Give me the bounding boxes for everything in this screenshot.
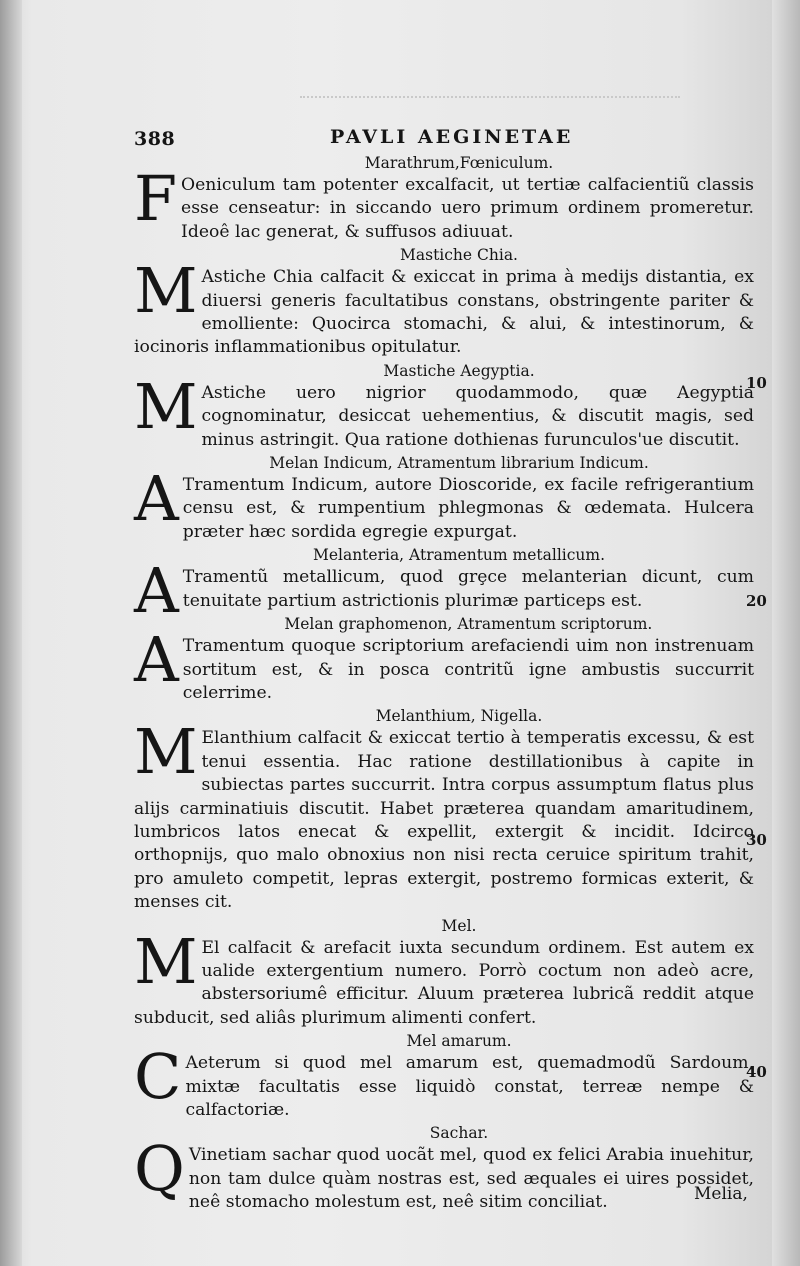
entry-title: Mel amarum. bbox=[406, 1032, 512, 1051]
entry-title: Marathrum,Fœniculum. bbox=[364, 154, 554, 172]
entry-text: El calfacit & arefacit iuxta secundum ordinem. Est autem ex ualide extergentium numero. Porrò coctum non adeò acre, abstersoriumê efficitur. Aluum præterea lubricã reddit atque subducit, sed aliâs plurimum alimenti confert. bbox=[134, 937, 754, 1028]
initial-letter: A bbox=[134, 554, 179, 628]
text-block bbox=[134, 124, 754, 1215]
page-edge bbox=[772, 0, 800, 1266]
entry bbox=[134, 244, 754, 360]
entry-text: Astiche Chia calfacit & exiccat in prima à medijs distantia, ex diuersi generis facultatibus constans, obstringente pariter & emolliente: Quocirca stomachi, & alui, & intestinorum, & iocinoris inflammationibus opitulatur. bbox=[134, 267, 754, 358]
line-number-margin: 20 bbox=[746, 592, 767, 610]
catchword: Melia, bbox=[694, 1184, 748, 1204]
entry-text: Astiche uero nigrior quodammodo, quæ Aegyptia cognominatur, desiccat uehementius, & discutit magis, sed minus astringit. Qua ratione dothienas furunculos'ue discutit. bbox=[201, 382, 754, 450]
line-number-margin: 40 bbox=[746, 1063, 767, 1081]
entry bbox=[134, 613, 754, 705]
initial-letter: M bbox=[134, 924, 198, 998]
entry-title: Mastiche Chia. bbox=[400, 246, 518, 265]
entry-title: Mastiche Aegyptia. bbox=[383, 361, 535, 380]
entry-text: Tramentum Indicum, autore Dioscoride, ex facile refrigerantium censu est, & rumpentium phlegmonas & œdemata. Hulcera præter hæc sordida egregie expurgat. bbox=[182, 475, 754, 542]
entry-paragraph bbox=[134, 254, 754, 360]
initial-letter: F bbox=[134, 162, 178, 235]
entry bbox=[134, 360, 754, 452]
initial-letter: M bbox=[134, 369, 198, 443]
initial-letter: Q bbox=[134, 1132, 185, 1206]
entry bbox=[134, 152, 754, 244]
initial-letter: A bbox=[134, 623, 179, 697]
entry bbox=[134, 705, 754, 914]
initial-letter: M bbox=[134, 254, 198, 328]
entry-paragraph bbox=[134, 1040, 754, 1122]
entries-list bbox=[134, 152, 754, 1215]
entry-title: Melan graphomenon, Atramentum scriptorum. bbox=[284, 615, 653, 634]
running-title: PAVLI AEGINETAE bbox=[330, 126, 574, 148]
initial-letter: M bbox=[134, 715, 198, 789]
page-number: 388 bbox=[134, 128, 176, 150]
line-number-margin: 30 bbox=[746, 831, 767, 849]
entry bbox=[134, 1030, 754, 1122]
entry-text: Vinetiam sachar quod uocãt mel, quod ex felici Arabia inuehitur, non tam dulce quàm nostras est, sed æquales ei uires possidet, neê stomacho molestum est, neê sitim conciliat. bbox=[188, 1145, 754, 1213]
entry-title: Melan Indicum, Atramentum librarium Indicum. bbox=[269, 454, 649, 473]
entry-paragraph bbox=[134, 924, 754, 1031]
entry-title: Sachar. bbox=[429, 1124, 489, 1143]
entry-paragraph bbox=[134, 1132, 754, 1214]
entry-title: Melanteria, Atramentum metallicum. bbox=[312, 546, 606, 565]
initial-letter: A bbox=[134, 462, 179, 536]
entry bbox=[134, 1122, 754, 1214]
entry bbox=[134, 915, 754, 1031]
line-number-margin: 10 bbox=[746, 374, 767, 392]
bleed-through-shadow bbox=[300, 96, 680, 104]
entry-title: Mel. bbox=[441, 916, 477, 935]
entry-text: Tramentum quoque scriptorium arefaciendi uim non instrenuam sortitum est, & in posca contritũ igne ambustis succurrit celerrime. bbox=[182, 636, 754, 703]
page-header bbox=[134, 124, 754, 152]
initial-letter: C bbox=[134, 1040, 182, 1114]
entry-text: Elanthium calfacit & exiccat tertio à temperatis excessu, & est tenui essentia. Hac ratione destillationibus à capite in subiectas partes succurrit. Intra corpus assumptum flatus plus alijs carminatiuis discutit. Habet præterea quandam amaritudinem, lumbricos latos enecat & expellit, extergit & incidit. Idcirco orthopnijs, quo malo obnoxius non nisi recta ceruice spiritum trahit, pro amuleto competit, lepras extergit, postremo formicas exterit, & menses cit. bbox=[134, 728, 754, 913]
entry-text: Oeniculum tam potenter excalfacit, ut tertiæ calfacientiũ classis esse censeatur: in siccando uero primum ordinem promeretur. Ideoê lac generat, & suffusos adiuuat. bbox=[181, 175, 754, 242]
entry-text: Aeterum si quod mel amarum est, quemadmodũ Sardoum, mixtæ facultatis esse liquidò constat, terreæ nempe & calfactoriæ. bbox=[185, 1053, 754, 1120]
entry-title: Melanthium, Nigella. bbox=[375, 707, 543, 726]
entry bbox=[134, 452, 754, 544]
entry-text: Tramentũ metallicum, quod grȩce melanterian dicunt, cum tenuitate partium astrictionis plurimæ particeps est. bbox=[182, 567, 754, 611]
page-gutter bbox=[0, 0, 22, 1266]
